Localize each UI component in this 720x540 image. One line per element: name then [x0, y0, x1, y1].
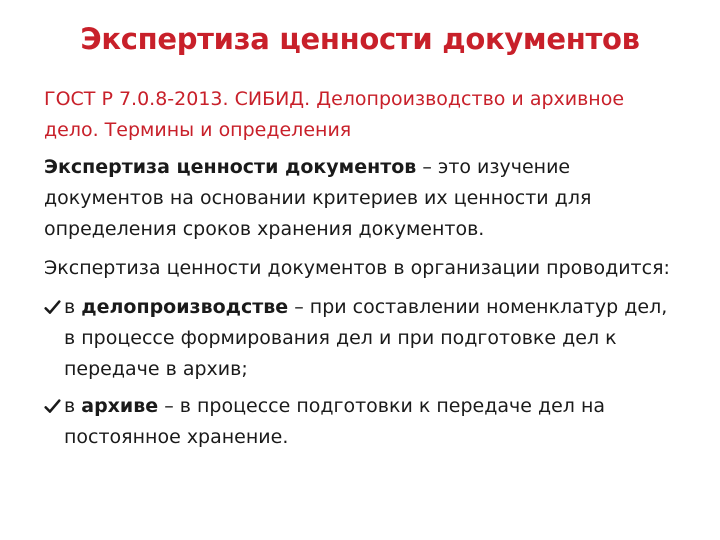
- bullet-description: – при составлении номенклатур дел, в процессе формирования дел и при подготовке дел к передаче в архив;: [64, 296, 668, 380]
- bullet-description: – в процессе подготовки к передаче дел на постоянное хранение.: [64, 395, 606, 448]
- bullet-item-archive: [44, 391, 684, 453]
- definition-text: – это изучение документов на основании критериев их ценности для определения сроков хранения документов.: [44, 156, 592, 240]
- definition-paragraph: [44, 152, 684, 245]
- bullet-prefix: в: [64, 296, 82, 318]
- slide-body: [44, 84, 684, 459]
- bullet-term: делопроизводстве: [81, 296, 289, 318]
- checkmark-icon: [44, 292, 64, 323]
- bullet-item-office: [44, 292, 684, 385]
- bullet-prefix: в: [64, 395, 82, 417]
- bullet-term: архиве: [81, 395, 159, 417]
- bullet-text: [64, 391, 684, 453]
- intro-paragraph: Экспертиза ценности документов в организации проводится:: [44, 257, 670, 279]
- bullet-text: [64, 292, 684, 385]
- source-reference: ГОСТ Р 7.0.8-2013. СИБИД. Делопроизводство и архивное дело. Термины и определения: [44, 88, 625, 141]
- checkmark-icon: [44, 391, 64, 422]
- slide-title: Экспертиза ценности документов: [80, 22, 640, 56]
- definition-term: Экспертиза ценности документов: [44, 156, 417, 178]
